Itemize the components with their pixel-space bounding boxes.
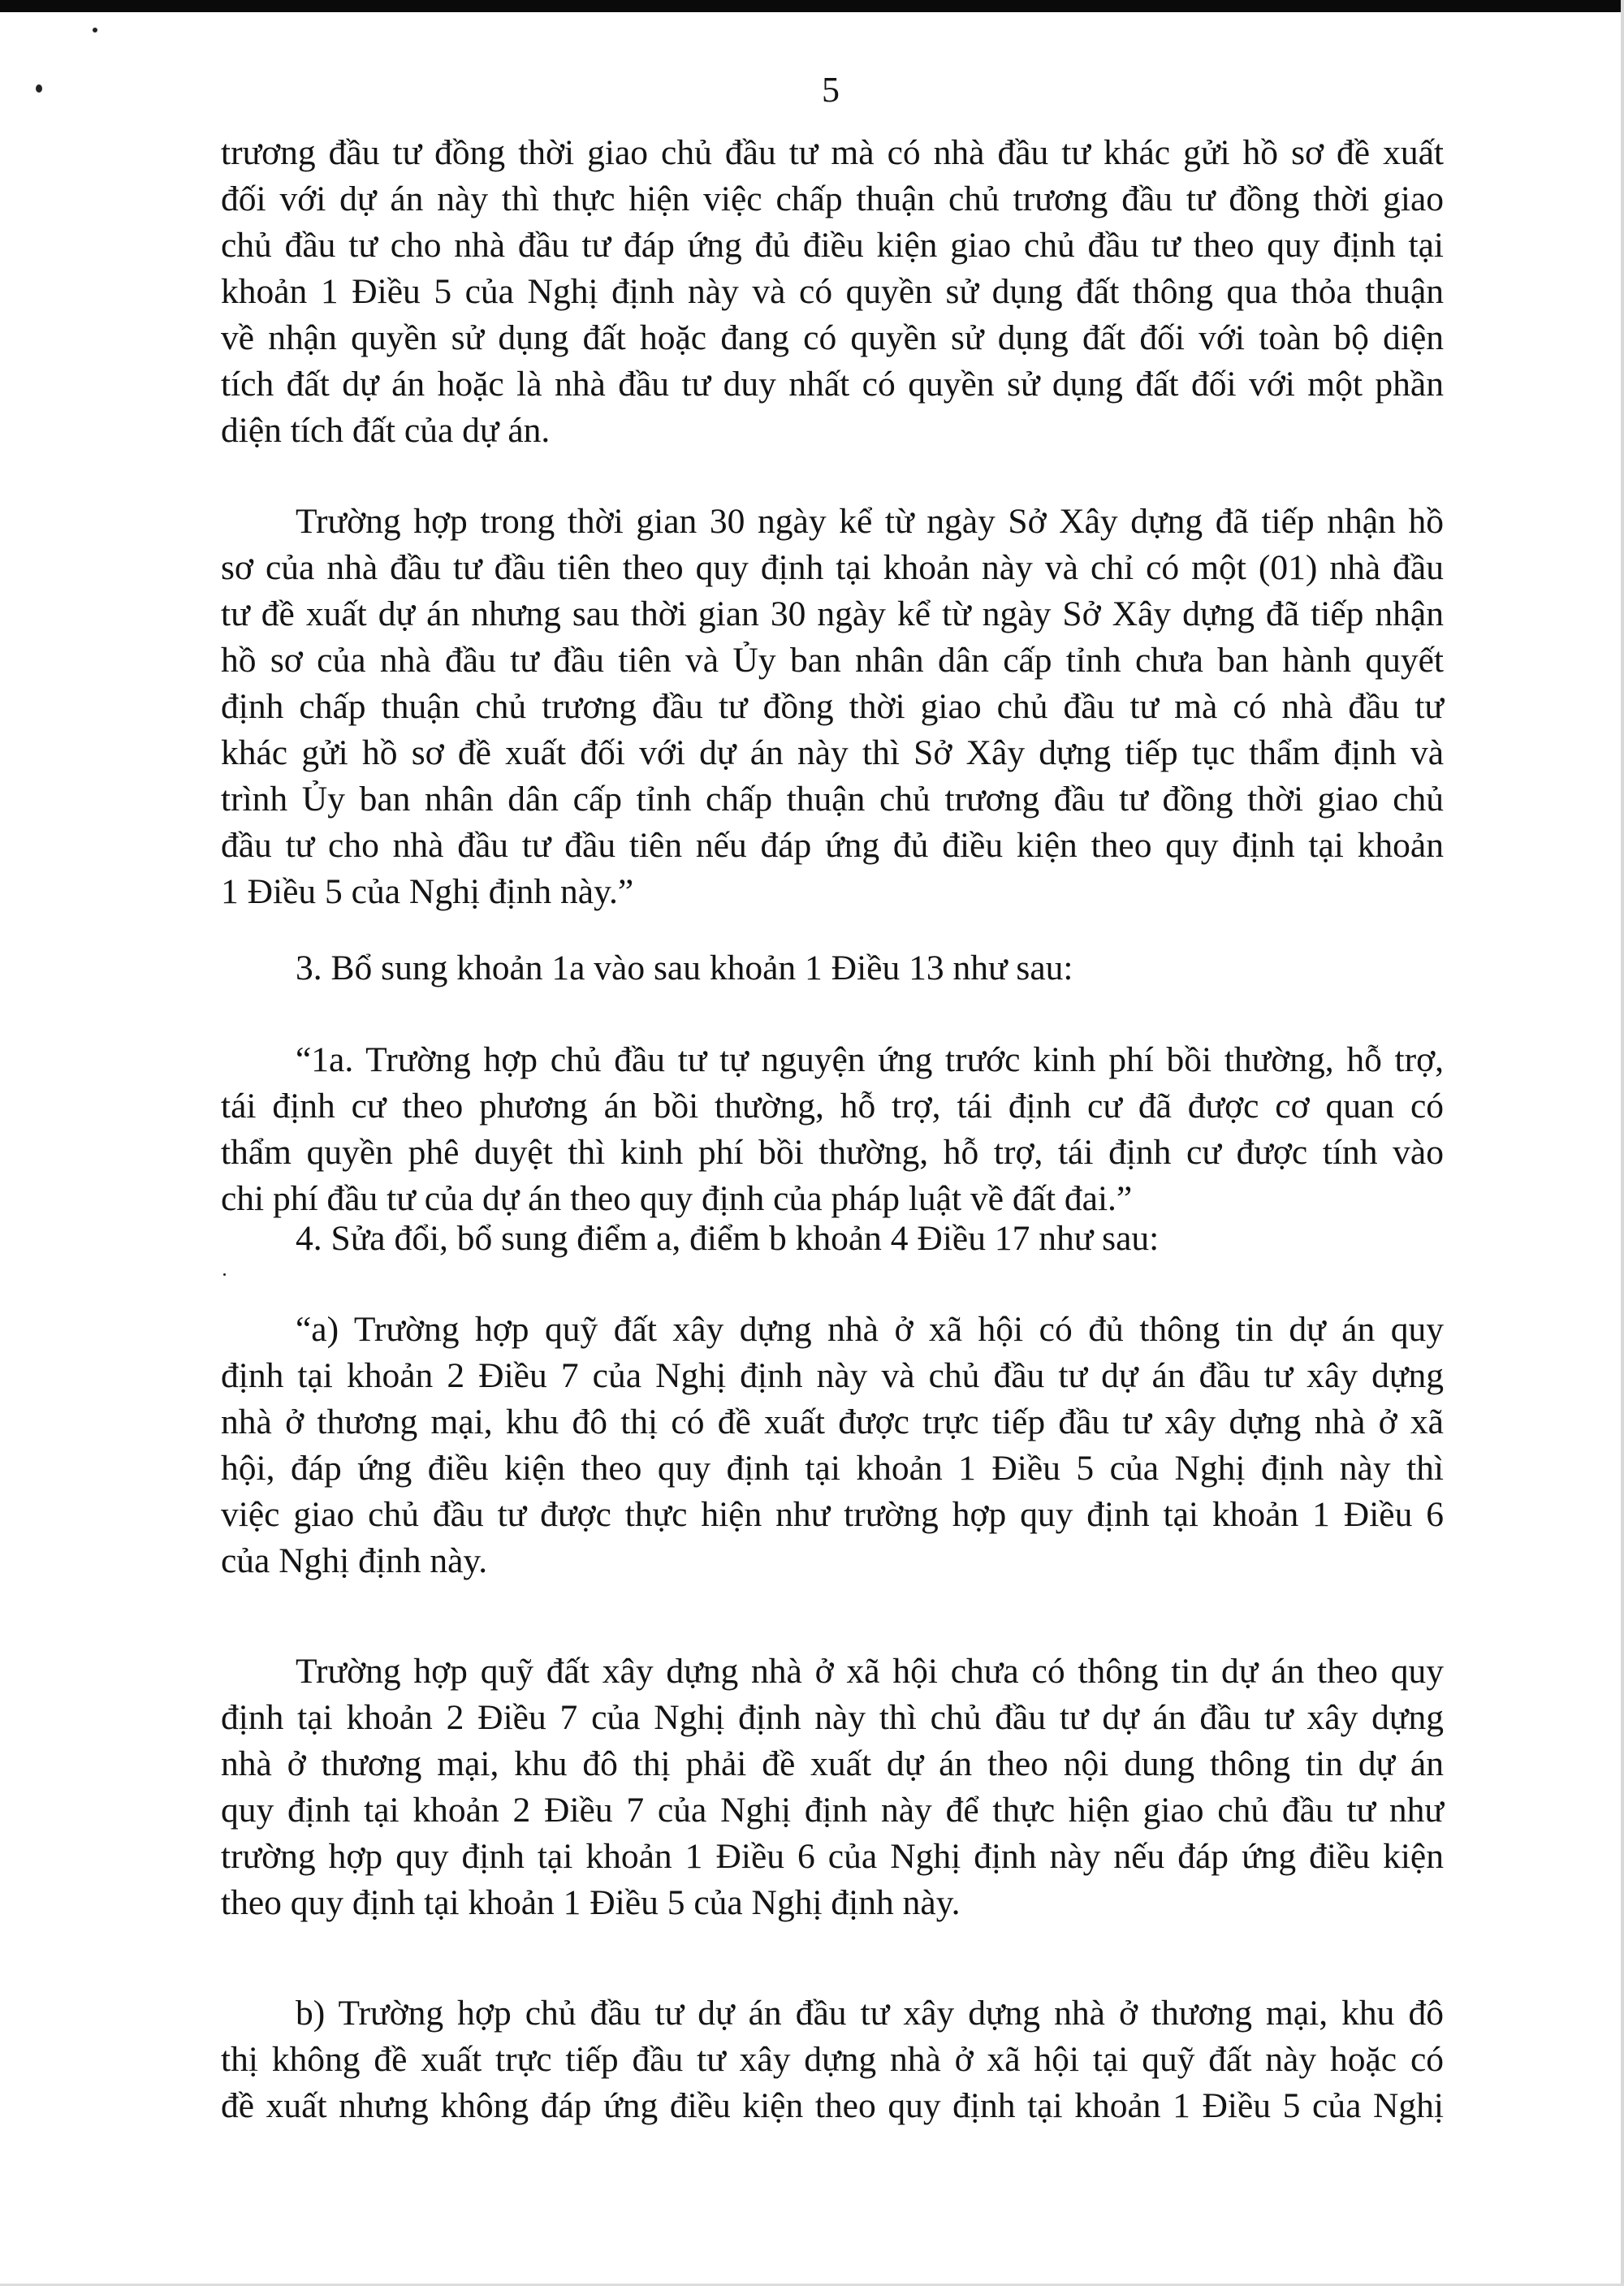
text-line: đề xuất nhưng không đáp ứng điều kiện theo quy định tại khoản 1 Điều 5 của Nghị bbox=[221, 2086, 1444, 2125]
text-line: nhà ở thương mại, khu đô thị có đề xuất được trực tiếp đầu tư xây dựng nhà ở xã bbox=[221, 1402, 1444, 1441]
text-line: hội, đáp ứng điều kiện theo quy định tại khoản 1 Điều 5 của Nghị định này thì bbox=[221, 1449, 1444, 1488]
text-line: của Nghị định này. bbox=[221, 1541, 488, 1580]
paragraph-diem-b bbox=[221, 1990, 1444, 2129]
section-item-3 bbox=[221, 945, 1444, 992]
paragraph-continuation bbox=[221, 130, 1444, 454]
paragraph-truong-hop-30-ngay bbox=[221, 499, 1444, 915]
text-line: Trường hợp trong thời gian 30 ngày kể từ ngày Sở Xây dựng đã tiếp nhận hồ bbox=[296, 502, 1444, 541]
text-line: b) Trường hợp chủ đầu tư dự án đầu tư xây dựng nhà ở thương mại, khu đô bbox=[296, 1994, 1444, 2033]
text-line: khác gửi hồ sơ đề xuất đối với dự án này thì Sở Xây dựng tiếp tục thẩm định và bbox=[221, 733, 1444, 772]
text-line: quy định tại khoản 2 Điều 7 của Nghị định này để thực hiện giao chủ đầu tư như bbox=[221, 1791, 1444, 1830]
scan-speck bbox=[223, 1273, 226, 1276]
text-line: việc giao chủ đầu tư được thực hiện như trường hợp quy định tại khoản 1 Điều 6 bbox=[221, 1495, 1444, 1534]
text-line: “1a. Trường hợp chủ đầu tư tự nguyện ứng trước kinh phí bồi thường, hỗ trợ, bbox=[296, 1040, 1444, 1079]
scan-speck bbox=[93, 28, 97, 32]
text-line: theo quy định tại khoản 1 Điều 5 của Nghị định này. bbox=[221, 1883, 961, 1922]
text-line: tư đề xuất dự án nhưng sau thời gian 30 ngày kể từ ngày Sở Xây dựng đã tiếp nhận bbox=[221, 594, 1444, 633]
paragraph-diem-a bbox=[221, 1307, 1444, 1584]
text-line: định tại khoản 2 Điều 7 của Nghị định này thì chủ đầu tư dự án đầu tư xây dựng bbox=[221, 1698, 1444, 1737]
text-line: tích đất dự án hoặc là nhà đầu tư duy nhất có quyền sử dụng đất đối với một phần bbox=[221, 365, 1444, 404]
text-line: Trường hợp quỹ đất xây dựng nhà ở xã hội chưa có thông tin dự án theo quy bbox=[296, 1652, 1444, 1691]
text-line: đối với dự án này thì thực hiện việc chấp thuận chủ trương đầu tư đồng thời giao bbox=[221, 179, 1444, 218]
paragraph-quy-dat-chua-co-thong-tin bbox=[221, 1649, 1444, 1926]
paragraph-khoan-1a bbox=[221, 1037, 1444, 1222]
text-line: “a) Trường hợp quỹ đất xây dựng nhà ở xã hội có đủ thông tin dự án quy bbox=[296, 1310, 1444, 1349]
text-line: về nhận quyền sử dụng đất hoặc đang có quyền sử dụng đất đối với toàn bộ diện bbox=[221, 318, 1444, 357]
text-line: trường hợp quy định tại khoản 1 Điều 6 của Nghị định này nếu đáp ứng điều kiện bbox=[221, 1837, 1444, 1876]
text-line: thị không đề xuất trực tiếp đầu tư xây dựng nhà ở xã hội tại quỹ đất này hoặc có bbox=[221, 2040, 1444, 2079]
text-line: 1 Điều 5 của Nghị định này.” bbox=[221, 872, 634, 911]
text-line: thẩm quyền phê duyệt thì kinh phí bồi thường, hỗ trợ, tái định cư được tính vào bbox=[221, 1133, 1444, 1172]
scan-right-edge bbox=[1621, 0, 1624, 2286]
text-line: chi phí đầu tư của dự án theo quy định của pháp luật về đất đai.” bbox=[221, 1179, 1133, 1218]
text-line: sơ của nhà đầu tư đầu tiên theo quy định tại khoản này và chỉ có một (01) nhà đầu bbox=[221, 548, 1444, 587]
text-line: trình Ủy ban nhân dân cấp tỉnh chấp thuận chủ trương đầu tư đồng thời giao chủ bbox=[221, 780, 1444, 819]
text-line: trương đầu tư đồng thời giao chủ đầu tư mà có nhà đầu tư khác gửi hồ sơ đề xuất bbox=[221, 133, 1444, 172]
text-line: hồ sơ của nhà đầu tư đầu tiên và Ủy ban nhân dân cấp tỉnh chưa ban hành quyết bbox=[221, 641, 1444, 680]
section-item-4 bbox=[221, 1216, 1444, 1262]
page-number: 5 bbox=[822, 70, 840, 110]
text-line: khoản 1 Điều 5 của Nghị định này và có quyền sử dụng đất thông qua thỏa thuận bbox=[221, 272, 1444, 311]
scan-top-border bbox=[0, 0, 1624, 12]
text-line: định chấp thuận chủ trương đầu tư đồng thời giao chủ đầu tư mà có nhà đầu tư bbox=[221, 687, 1444, 726]
text-line: định tại khoản 2 Điều 7 của Nghị định này và chủ đầu tư dự án đầu tư xây dựng bbox=[221, 1356, 1444, 1395]
text-line: 3. Bổ sung khoản 1a vào sau khoản 1 Điều 13 như sau: bbox=[296, 949, 1073, 987]
text-line: đầu tư cho nhà đầu tư đầu tiên nếu đáp ứng đủ điều kiện theo quy định tại khoản bbox=[221, 826, 1444, 865]
text-line: chủ đầu tư cho nhà đầu tư đáp ứng đủ điều kiện giao chủ đầu tư theo quy định tại bbox=[221, 226, 1444, 265]
text-line: nhà ở thương mại, khu đô thị phải đề xuất dự án theo nội dung thông tin dự án bbox=[221, 1744, 1444, 1783]
text-line: diện tích đất của dự án. bbox=[221, 411, 551, 450]
text-line: tái định cư theo phương án bồi thường, hỗ trợ, tái định cư đã được cơ quan có bbox=[221, 1087, 1444, 1126]
text-line: 4. Sửa đổi, bổ sung điểm a, điểm b khoản 4 Điều 17 như sau: bbox=[296, 1219, 1160, 1258]
